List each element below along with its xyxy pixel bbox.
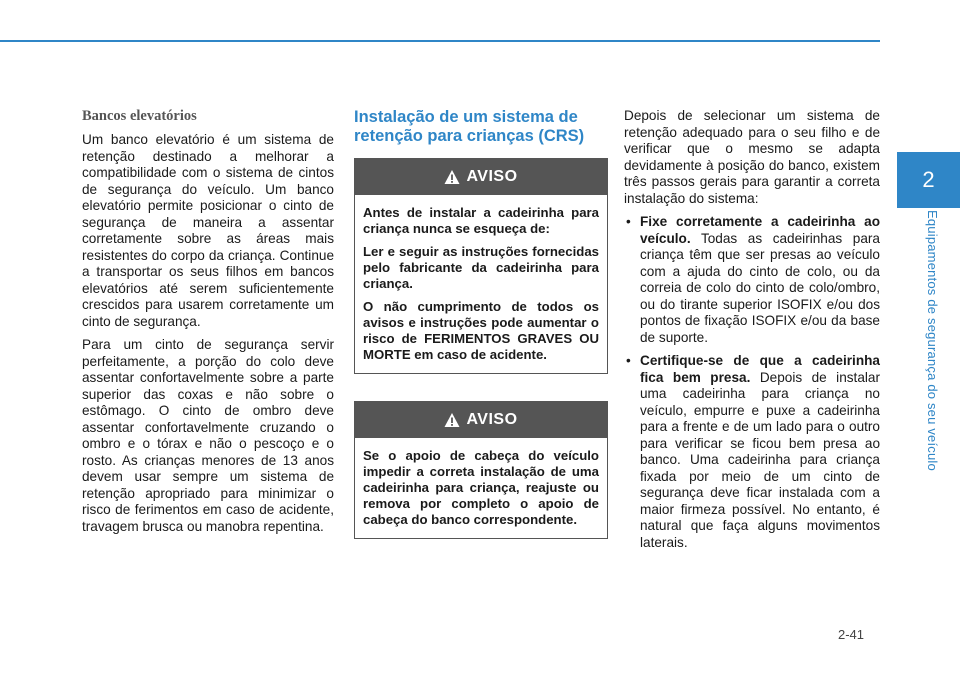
left-column xyxy=(82,108,334,542)
warning-box xyxy=(354,158,608,374)
bullet-lead: Fixe corretamente a cadeirinha ao veículo. xyxy=(640,214,880,246)
bullet-icon: • xyxy=(626,353,631,368)
warning-text: O não cumprimento de todos os avisos e instruções pode aumentar o risco de FERIMENTOS GRAVES OU MORTE em caso de acidente. xyxy=(363,299,599,362)
bullet-lead: Certifique-se de que a cadeirinha fica bem presa. xyxy=(640,353,880,385)
warning-header xyxy=(355,159,607,195)
warning-triangle-icon xyxy=(444,412,460,428)
chapter-number: 2 xyxy=(922,167,935,192)
warning-box xyxy=(354,401,608,539)
paragraph: Um banco elevatório é um sistema de retenção destinado a melhorar a compatibilidade com o sistema de cintos de segurança do veículo. Um banco elevatório permite posicionar o cinto de segurança de maneira a assentar corretamente sobre as áreas mais resistentes do corpo da criança. Continue a transportar os seus filhos em bancos elevatórios até serem suficientemente crescidos para usarem corretamente um cinto de segurança. xyxy=(82,132,334,329)
bullet-text: Depois de instalar uma cadeirinha para criança no veículo, empurre e puxe a cadeirinha para a frente e de um lado para o outro para verificar se ficou bem presa ao banco. Uma cadeirinha para criança fixada por meio de um cinto de segurança deve ficar instalada com a maior firmeza possível. No entanto, é natural que faça alguns movimentos laterais. xyxy=(640,369,880,550)
warning-label: AVISO xyxy=(466,411,518,428)
bullet-text: Todas as cadeirinhas para criança têm que ser presas ao veículo com a ajuda do cinto de colo, ou da correia de colo do cinto de colo/ombro, ou do tirante superior ISOFIX e/ou dos pontos de fixação ISOFIX e/ou da base de suporte. xyxy=(640,230,880,345)
warning-text: Se o apoio de cabeça do veículo impedir a correta instalação de uma cadeirinha para criança, reajuste ou remova por completo o apoio de cabeça do banco correspondente. xyxy=(363,448,599,527)
intro-paragraph: Depois de selecionar um sistema de retenção adequado para o seu filho e de verificar que o mesmo se adapta devidamente à posição do banco, existem três passos gerais para garantir a correta instalação do sistema: xyxy=(624,108,880,206)
warning-header xyxy=(355,402,607,438)
section-heading-crs: Instalação de um sistema de retenção para crianças (CRS) xyxy=(354,108,585,145)
list-item xyxy=(624,214,880,346)
warning-label: AVISO xyxy=(466,168,518,185)
warning-text: Ler e seguir as instruções fornecidas pelo fabricante da cadeirinha para criança. xyxy=(363,244,599,291)
chapter-title: Equipamentos de segurança do seu veículo xyxy=(925,210,940,471)
list-item xyxy=(624,353,880,551)
middle-column xyxy=(354,108,608,539)
warning-body xyxy=(355,195,607,373)
top-divider xyxy=(0,40,880,42)
chapter-tab xyxy=(897,152,960,208)
warning-text: Antes de instalar a cadeirinha para criança nunca se esqueça de: xyxy=(363,205,599,236)
right-column xyxy=(624,108,880,558)
paragraph: Para um cinto de segurança servir perfeitamente, a porção do colo deve assentar confortavelmente sobre a parte superior das coxas e não sobre o estômago. O cinto de ombro deve assentar confortavelmente cruzando o ombro e o tórax e não o pescoço e o rosto. As crianças menores de 13 anos devem usar sempre um sistema de retenção apropriado para minimizar o risco de ferimentos em caso de acidente, travagem brusca ou manobra repentina. xyxy=(82,337,334,534)
bullet-icon: • xyxy=(626,214,631,229)
warning-triangle-icon xyxy=(444,169,460,185)
section-heading-booster: Bancos elevatórios xyxy=(82,108,197,124)
warning-body xyxy=(355,438,607,538)
page-number: 2-41 xyxy=(838,627,865,642)
